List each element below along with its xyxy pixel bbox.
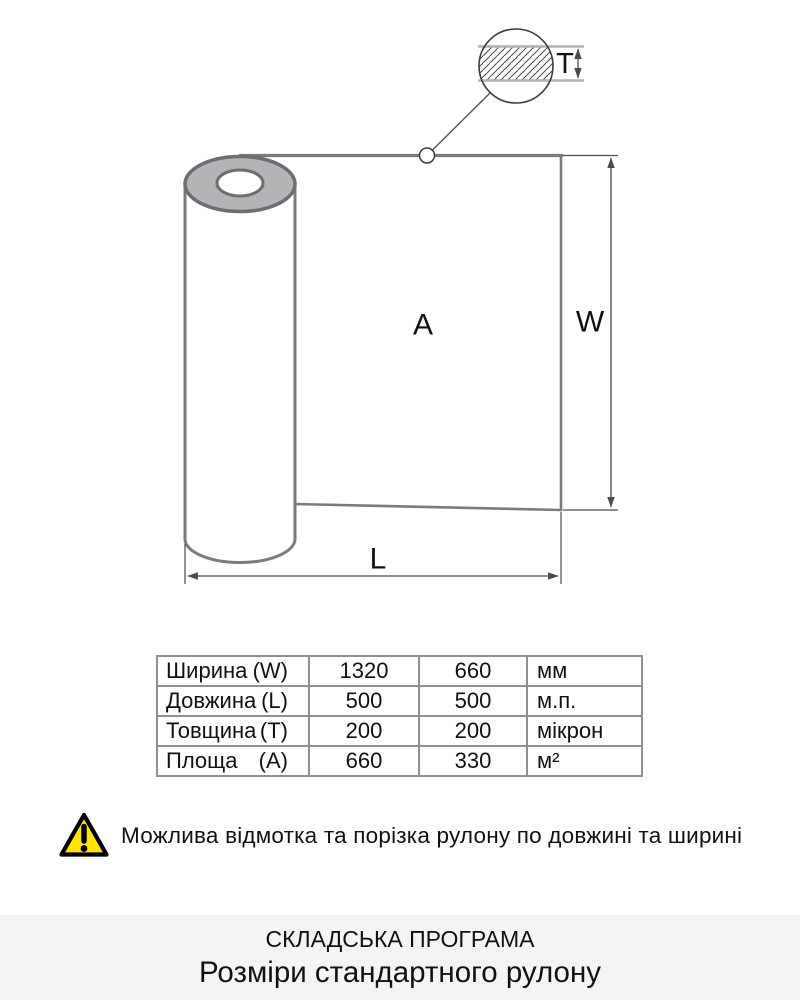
width-label: W: [575, 305, 605, 339]
footer-banner: [0, 915, 800, 1000]
spec-value-2: 330: [419, 746, 527, 776]
spec-value-2: 200: [419, 716, 527, 746]
roll-cylinder: [185, 157, 295, 563]
spec-unit: м²: [527, 746, 642, 776]
spec-symbol: (W): [252, 658, 288, 683]
spec-symbol: (T): [259, 718, 288, 743]
spec-symbol: (L): [261, 688, 288, 713]
spec-value-1: 1320: [309, 656, 419, 686]
spec-value-1: 500: [309, 686, 419, 716]
footer-subtitle: Розміри стандартного рулону: [199, 956, 601, 989]
length-label: L: [369, 542, 387, 576]
spec-name: Товщина: [166, 718, 257, 743]
table-row: [157, 746, 642, 776]
sample-point-marker: [420, 148, 435, 163]
spec-name: Ширина: [166, 658, 248, 683]
area-label: A: [412, 308, 434, 342]
warning-note: [58, 810, 742, 862]
spec-name: Площа: [166, 748, 238, 773]
roll-body: [185, 183, 295, 562]
roll-spec-table: [156, 655, 643, 777]
spec-value-1: 660: [309, 746, 419, 776]
spec-name: Довжина: [166, 688, 257, 713]
thickness-magnifier: [433, 29, 585, 150]
width-dimension: [563, 156, 618, 511]
magnifier-leader-line: [433, 93, 491, 150]
roll-core-hole: [217, 170, 263, 196]
table-row: [157, 716, 642, 746]
spec-unit: мм: [527, 656, 642, 686]
spec-symbol: (A): [258, 748, 288, 773]
warning-triangle-icon: [58, 810, 110, 862]
footer-program-title: СКЛАДСЬКА ПРОГРАМА: [265, 926, 535, 952]
spec-value-2: 660: [419, 656, 527, 686]
spec-value-1: 200: [309, 716, 419, 746]
sheet-bottom-edge: [294, 504, 561, 510]
thickness-label: T: [556, 48, 574, 80]
table-row: [157, 656, 642, 686]
spec-unit: мікрон: [527, 716, 642, 746]
table-row: [157, 686, 642, 716]
spec-value-2: 500: [419, 686, 527, 716]
spec-unit: м.п.: [527, 686, 642, 716]
warning-text: Можлива відмотка та порізка рулону по довжині та ширині: [121, 823, 743, 848]
